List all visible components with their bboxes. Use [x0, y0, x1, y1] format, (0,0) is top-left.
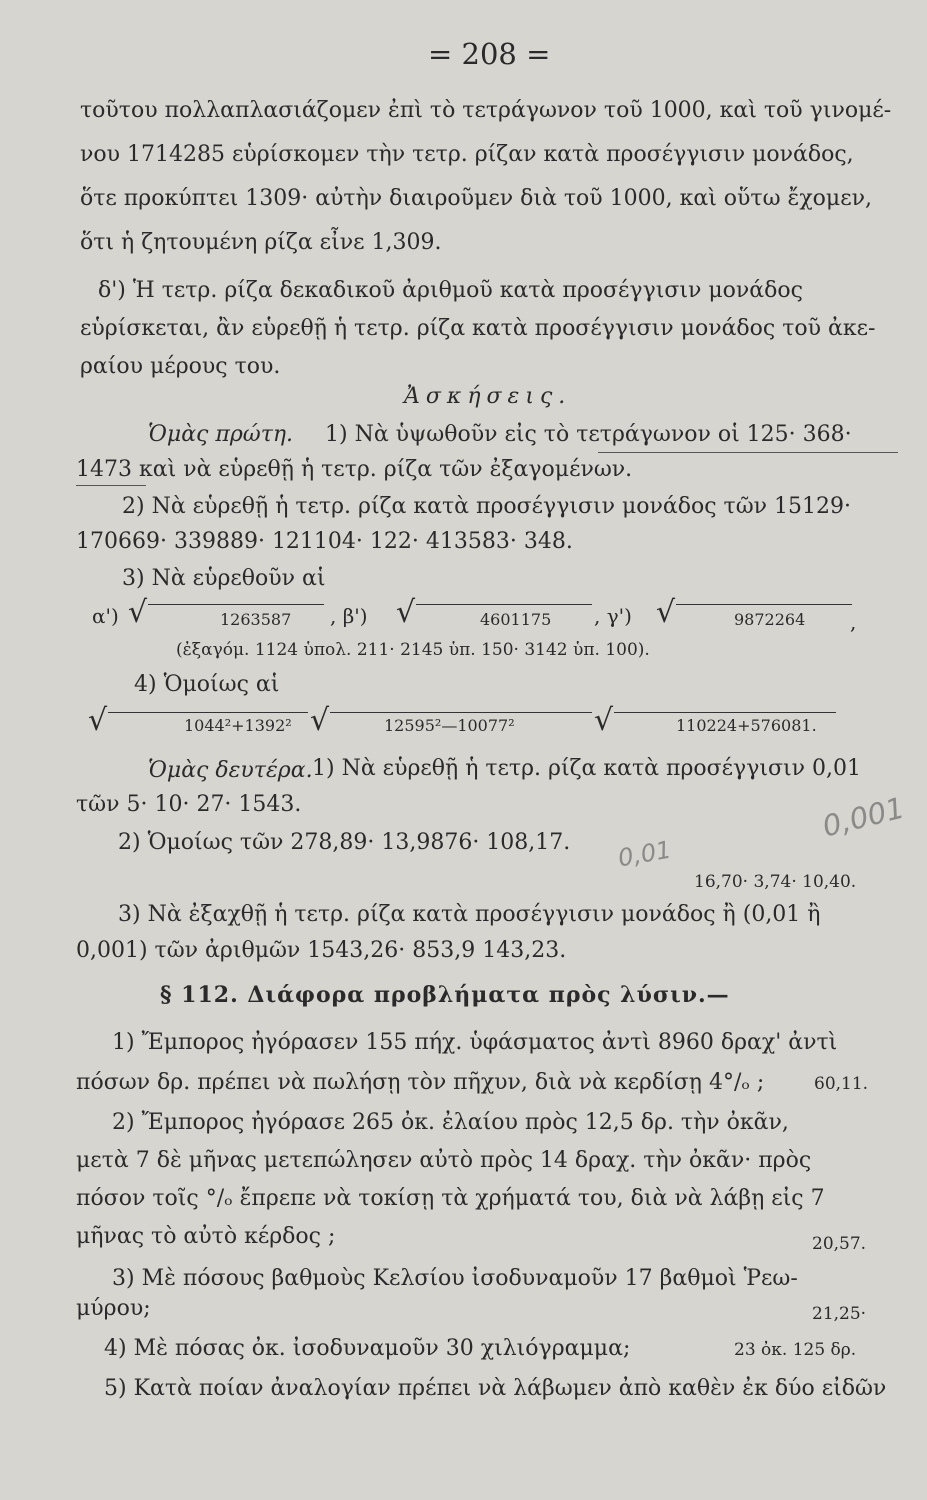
exercise-line: 1) Νὰ εὑρεθῇ ἡ τετρ. ρίζα κατὰ προσέγγισιν 0,01 [312, 756, 861, 781]
root-value: 12595²—10077² [384, 716, 515, 735]
radical-sign-icon: √ [656, 595, 676, 630]
text-line: δ') Ἡ τετρ. ρίζα δεκαδικοῦ ἀριθμοῦ κατὰ προσέγγισιν μονάδος [98, 278, 803, 303]
answer-line: 23 ὀκ. 125 δρ. [734, 1340, 857, 1360]
radical-sign-icon: √ [310, 703, 330, 738]
answer-line: 60,11. [814, 1074, 869, 1094]
problem-line: πόσων δρ. πρέπει νὰ πωλήσῃ τὸν πῆχυν, διὰ νὰ κερδίσῃ 4°/ₒ ; [76, 1070, 765, 1095]
text-line: νου 1714285 εὑρίσκομεν τὴν τετρ. ρίζαν κατὰ προσέγγισιν μονάδος, [80, 142, 854, 167]
problem-line: 4) Μὲ πόσας ὀκ. ἰσοδυναμοῦν 30 χιλιόγραμμα; [104, 1336, 631, 1361]
radical-sign-icon: √ [396, 595, 416, 630]
exercise-line: 3) Νὰ ἐξαχθῇ ἡ τετρ. ρίζα κατὰ προσέγγισιν μονάδος ἢ (0,01 ἢ [118, 902, 821, 927]
answer-line: 16,70· 3,74· 10,40. [694, 872, 857, 892]
pencil-note: 0,01 [615, 835, 674, 873]
radical-bar [108, 712, 308, 713]
exercises-title: Ἀσκήσεις. [404, 384, 572, 409]
exercise-line: 2) Ὁμοίως τῶν 278,89· 13,9876· 108,17. [118, 830, 571, 855]
radical-bar [676, 604, 852, 605]
root-value: 110224+576081. [676, 716, 817, 735]
text-line: εὑρίσκεται, ἂν εὑρεθῇ ἡ τετρ. ρίζα κατὰ προσέγγισιν μονάδος τοῦ ἀκε- [80, 316, 876, 341]
answer-line: 20,57. [812, 1234, 867, 1254]
problem-line: πόσον τοῖς °/ₒ ἔπρεπε νὰ τοκίσῃ τὰ χρήματά του, διὰ νὰ λάβῃ εἰς 7 [76, 1186, 825, 1211]
root-value: 9872264 [734, 610, 806, 629]
radical-bar [330, 712, 592, 713]
problem-line: 2) Ἔμπορος ἠγόρασε 265 ὀκ. ἐλαίου πρὸς 12,5 δρ. τὴν ὀκᾶν, [112, 1110, 789, 1135]
root-label: , γ') [594, 604, 632, 628]
exercise-line: 2) Νὰ εὑρεθῇ ἡ τετρ. ρίζα κατὰ προσέγγισιν μονάδος τῶν 15129· [122, 494, 852, 519]
problem-line: μῆνας τὸ αὐτὸ κέρδος ; [76, 1224, 336, 1249]
problem-line: 3) Μὲ πόσους βαθμοὺς Κελσίου ἰσοδυναμοῦν 17 βαθμοὶ Ῥεω- [112, 1266, 798, 1291]
exercise-line: 4) Ὁμοίως αἱ [134, 672, 280, 697]
text-line: ὅτι ἡ ζητουμένη ρίζα εἶνε 1,309. [80, 230, 442, 255]
page-number: = 208 = [428, 37, 551, 71]
pencil-underline [76, 485, 146, 486]
root-value: 4601175 [480, 610, 552, 629]
group-label: Ὁμὰς δευτέρα. [148, 758, 313, 783]
radical-sign-icon: √ [88, 703, 108, 738]
exercise-line: 170669· 339889· 121104· 122· 413583· 348. [76, 529, 573, 554]
exercise-line: τῶν 5· 10· 27· 1543. [76, 792, 302, 817]
answer-line: 21,25· [812, 1304, 867, 1324]
problem-line: 1) Ἔμπορος ἠγόρασεν 155 πήχ. ὑφάσματος ἀντὶ 8960 δραχ' ἀντὶ [112, 1030, 838, 1055]
text-line: ραίου μέρους του. [80, 354, 281, 379]
text-line: ὅτε προκύπτει 1309· αὐτὴν διαιροῦμεν διὰ τοῦ 1000, καὶ οὕτω ἔχομεν, [80, 186, 872, 211]
pencil-note: 0,001 [819, 790, 908, 844]
root-value: 1263587 [220, 610, 292, 629]
section-heading: § 112. Διάφορα προβλήματα πρὸς λύσιν.— [160, 982, 730, 1008]
pencil-underline [598, 452, 898, 453]
exercise-line: 1473 καὶ νὰ εὑρεθῇ ἡ τετρ. ρίζα τῶν ἐξαγομένων. [76, 457, 633, 482]
exercise-line: 0,001) τῶν ἀριθμῶν 1543,26· 853,9 143,23. [76, 938, 567, 963]
problem-line: 5) Κατὰ ποίαν ἀναλογίαν πρέπει νὰ λάβωμεν ἀπὸ καθὲν ἐκ δύο εἰδῶν [104, 1376, 887, 1401]
text-line: τοῦτου πολλαπλασιάζομεν ἐπὶ τὸ τετράγωνον τοῦ 1000, καὶ τοῦ γινομέ- [80, 98, 892, 123]
root-label: α') [92, 604, 119, 628]
root-label: , β') [330, 604, 368, 628]
problem-line: μύρου; [76, 1296, 151, 1321]
exercise-line: 3) Νὰ εὑρεθοῦν αἱ [122, 566, 326, 591]
exercise-line: 1) Νὰ ὑψωθοῦν εἰς τὸ τετράγωνον οἱ 125· 368· [325, 422, 852, 447]
root-value: 1044²+1392² [184, 716, 292, 735]
answer-line: (ἐξαγόμ. 1124 ὑπολ. 211· 2145 ὑπ. 150· 3142 ὑπ. 100). [176, 640, 650, 660]
problem-line: μετὰ 7 δὲ μῆνας μετεπώλησεν αὐτὸ πρὸς 14 δραχ. τὴν ὀκᾶν· πρὸς [76, 1148, 812, 1173]
radical-bar [416, 604, 592, 605]
group-label: Ὁμὰς πρώτη. [148, 422, 294, 447]
radical-bar [148, 604, 324, 605]
radical-sign-icon: √ [594, 703, 614, 738]
radical-sign-icon: √ [128, 595, 148, 630]
root-label: , [850, 610, 857, 634]
radical-bar [614, 712, 836, 713]
